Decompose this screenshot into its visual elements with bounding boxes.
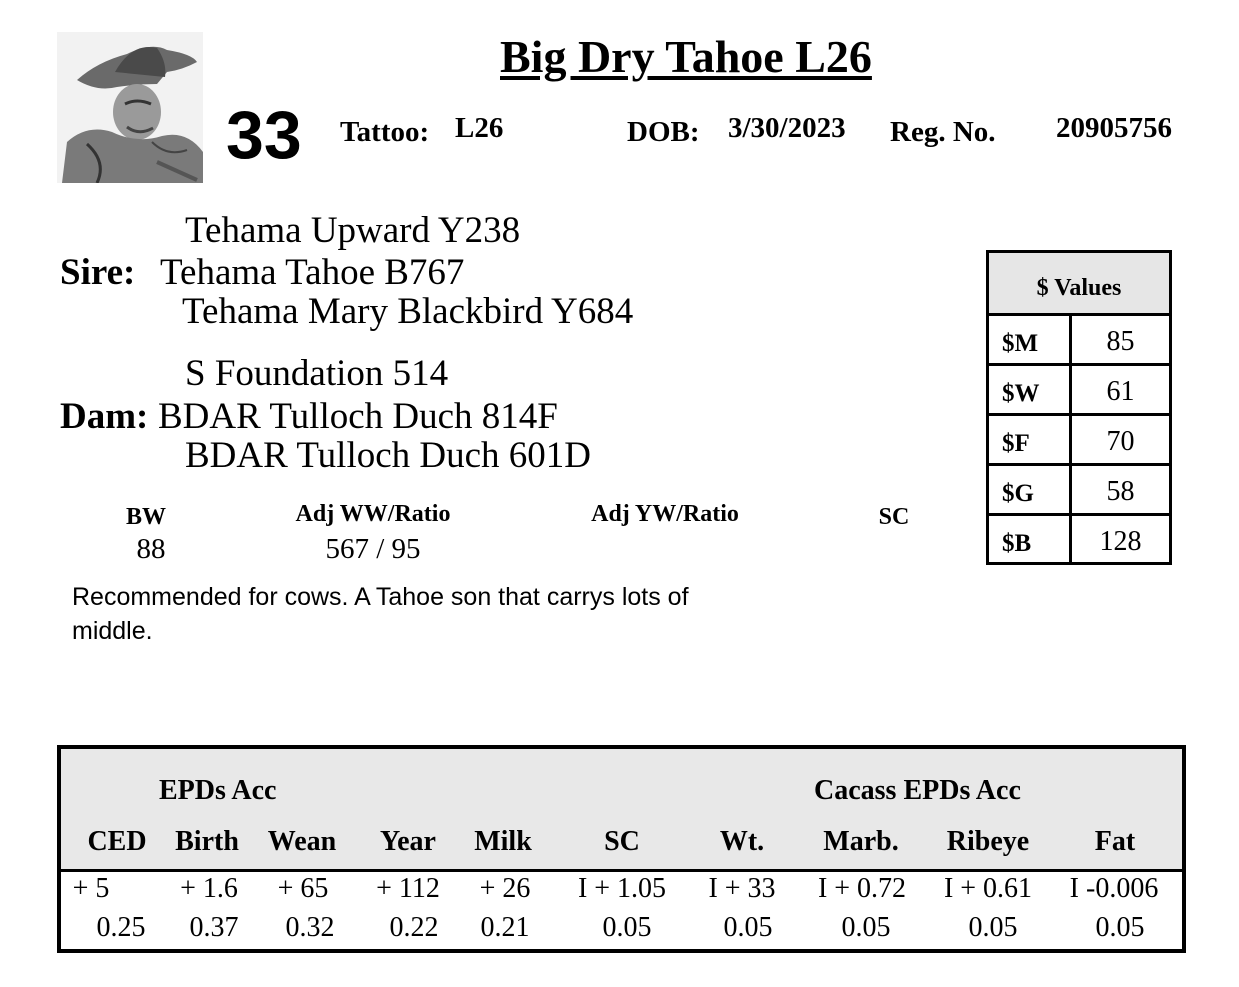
dollar-label: $F bbox=[1002, 430, 1030, 457]
dam-name: BDAR Tulloch Duch 814F bbox=[158, 396, 558, 437]
dollar-row-b bbox=[989, 516, 1169, 563]
dollar-label: $W bbox=[1002, 380, 1040, 407]
bw-value: 88 bbox=[136, 533, 166, 565]
epd-acc-marb: 0.05 bbox=[841, 912, 891, 943]
epd-acc-wean: 0.32 bbox=[285, 912, 335, 943]
dob-value: 3/30/2023 bbox=[728, 112, 846, 144]
epd-col-birth: Birth bbox=[175, 826, 239, 857]
animal-name-title: Big Dry Tahoe L26 bbox=[500, 31, 872, 82]
dollar-label: $B bbox=[1002, 530, 1032, 557]
dollar-label: $G bbox=[1002, 480, 1034, 507]
epd-acc-birth: 0.37 bbox=[189, 912, 239, 943]
dollar-value: 70 bbox=[1069, 416, 1169, 463]
epd-value-ced: + 5 bbox=[72, 873, 110, 904]
cowboy-logo-image bbox=[57, 32, 203, 183]
epd-value-wt: I + 33 bbox=[708, 873, 776, 904]
epd-value-fat: I -0.006 bbox=[1069, 873, 1159, 904]
epd-col-ribeye: Ribeye bbox=[946, 826, 1030, 857]
epd-value-milk: + 26 bbox=[479, 873, 531, 904]
epd-value-marb: I + 0.72 bbox=[817, 873, 907, 904]
epd-table bbox=[57, 745, 1186, 953]
reg-label: Reg. No. bbox=[890, 116, 996, 148]
sire-sire: Tehama Upward Y238 bbox=[185, 210, 521, 251]
epd-col-year: Year bbox=[380, 826, 436, 857]
dollar-row-f bbox=[989, 416, 1169, 466]
epd-col-ced: CED bbox=[87, 826, 147, 857]
carcass-epd-group-label: Cacass EPDs Acc bbox=[814, 775, 1021, 806]
reg-number: 20905756 bbox=[1056, 112, 1172, 144]
adj-ww-value: 567 / 95 bbox=[325, 533, 421, 565]
dollar-value: 61 bbox=[1069, 366, 1169, 413]
lot-number: 33 bbox=[226, 97, 302, 173]
dollar-row-m bbox=[989, 316, 1169, 366]
adj-yw-label: Adj YW/Ratio bbox=[591, 501, 739, 527]
tattoo-value: L26 bbox=[455, 112, 504, 144]
epd-acc-ribeye: 0.05 bbox=[968, 912, 1018, 943]
dollar-row-w bbox=[989, 366, 1169, 416]
epd-col-milk: Milk bbox=[474, 826, 532, 857]
epd-col-fat: Fat bbox=[1094, 826, 1136, 857]
epd-col-wt: Wt. bbox=[719, 826, 765, 857]
dob-label: DOB: bbox=[627, 116, 700, 148]
epd-col-wean: Wean bbox=[267, 826, 337, 857]
dam-label: Dam: bbox=[60, 396, 149, 437]
dam-dam: BDAR Tulloch Duch 601D bbox=[185, 435, 592, 476]
dollar-value: 85 bbox=[1069, 316, 1169, 363]
dollar-values-title: $ Values bbox=[989, 253, 1169, 316]
epd-col-sc: SC bbox=[604, 826, 640, 857]
epd-acc-fat: 0.05 bbox=[1095, 912, 1145, 943]
epd-acc-ced: 0.25 bbox=[96, 912, 146, 943]
bw-label: BW bbox=[125, 504, 166, 530]
sire-name: Tehama Tahoe B767 bbox=[160, 252, 465, 293]
dollar-row-g bbox=[989, 466, 1169, 516]
dollar-value: 128 bbox=[1069, 516, 1169, 563]
epd-value-sc: I + 1.05 bbox=[577, 873, 667, 904]
sire-label: Sire: bbox=[60, 252, 136, 293]
epd-acc-wt: 0.05 bbox=[723, 912, 773, 943]
dollar-value: 58 bbox=[1069, 466, 1169, 513]
epd-value-year: + 112 bbox=[376, 873, 440, 904]
dollar-label: $M bbox=[1002, 330, 1039, 357]
dam-sire: S Foundation 514 bbox=[185, 353, 449, 394]
tattoo-label: Tattoo: bbox=[340, 116, 430, 148]
dollar-values-table bbox=[986, 250, 1172, 565]
epd-acc-milk: 0.21 bbox=[480, 912, 530, 943]
epd-value-wean: + 65 bbox=[277, 873, 329, 904]
sc-label: SC bbox=[878, 504, 910, 530]
epd-col-marb: Marb. bbox=[823, 826, 899, 857]
epd-acc-sc: 0.05 bbox=[602, 912, 652, 943]
adj-ww-label: Adj WW/Ratio bbox=[295, 501, 451, 527]
epd-value-birth: + 1.6 bbox=[180, 873, 238, 904]
epd-group-label: EPDs Acc bbox=[159, 775, 277, 806]
epd-value-ribeye: I + 0.61 bbox=[943, 873, 1033, 904]
comment-text: Recommended for cows. A Tahoe son that carrys lots of middle. bbox=[72, 583, 689, 645]
sire-dam: Tehama Mary Blackbird Y684 bbox=[182, 291, 634, 332]
epd-acc-year: 0.22 bbox=[389, 912, 439, 943]
